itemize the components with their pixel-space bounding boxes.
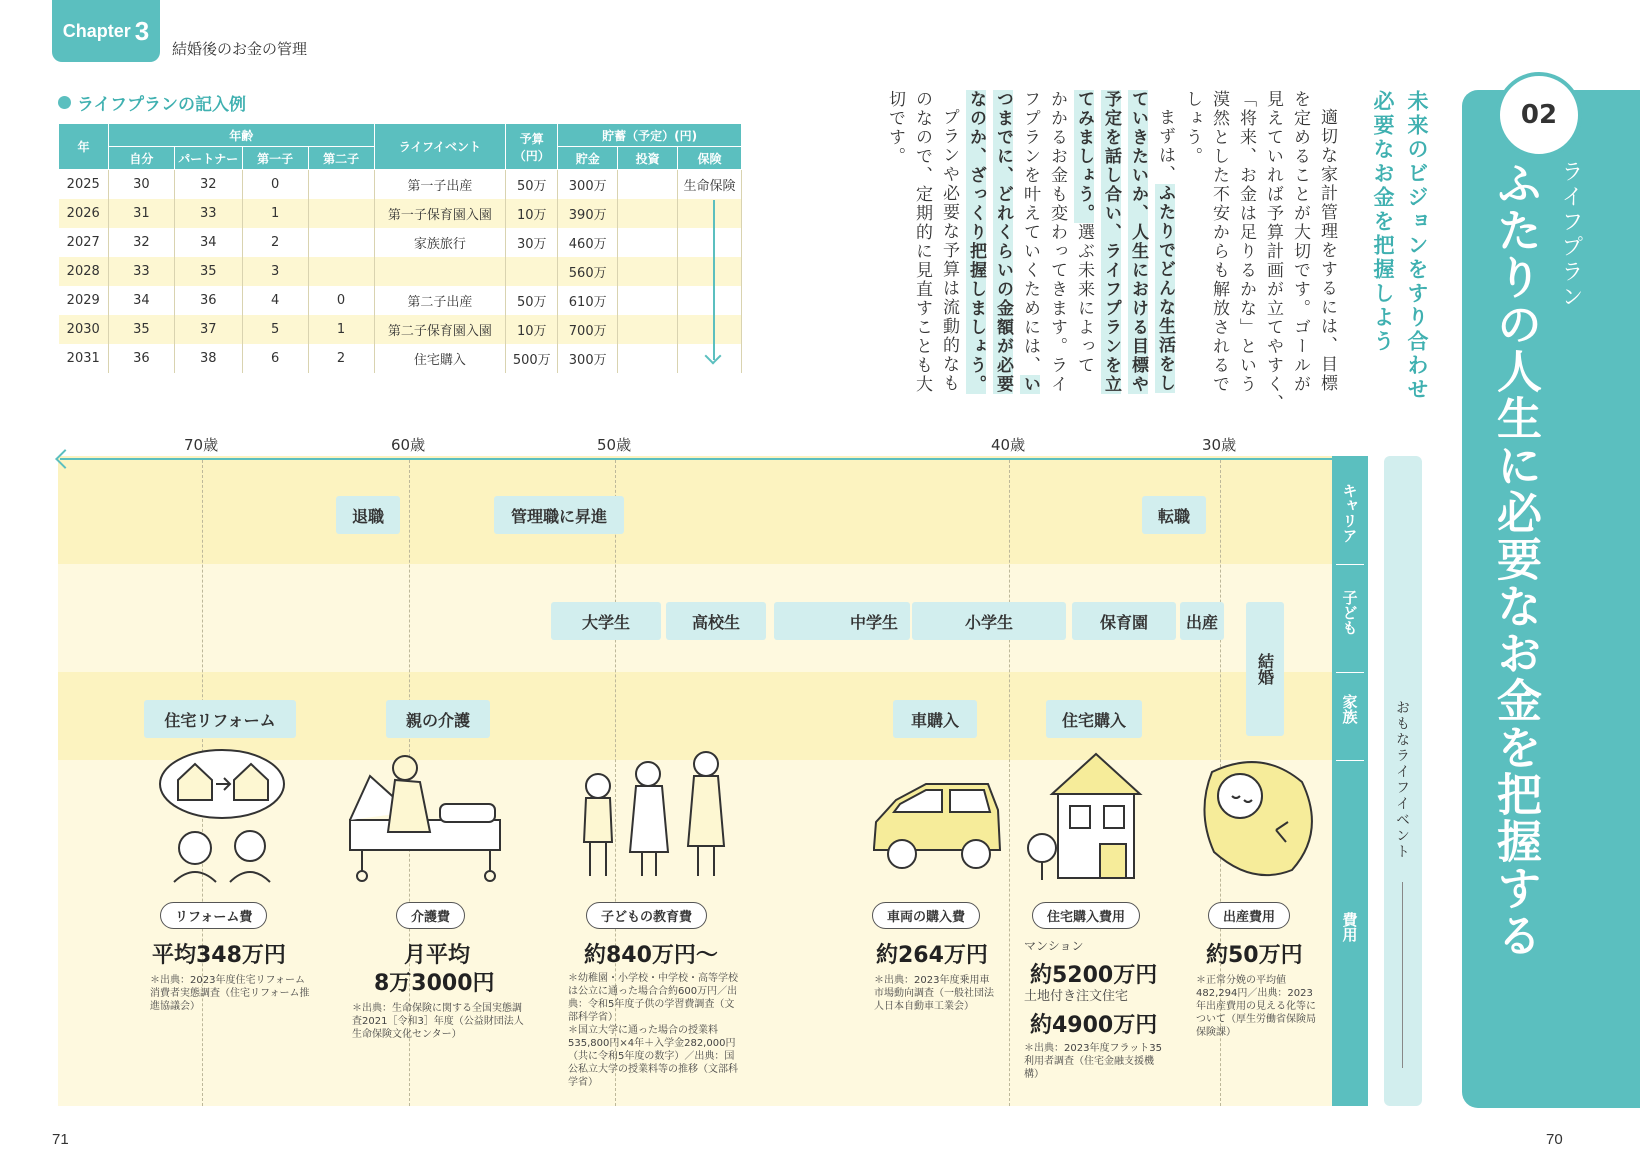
chapter-tab (52, 0, 160, 62)
table-row (59, 170, 742, 200)
body-col-12 (1016, 90, 1043, 394)
table-cell (618, 170, 678, 200)
header-child1: 第一子 (242, 147, 308, 170)
table-cell: 第二子保育園入園 (374, 315, 506, 344)
table-row (59, 286, 742, 315)
table-cell: 1 (308, 315, 374, 344)
table-cell: 32 (108, 228, 174, 257)
table-cell: 38 (174, 344, 242, 373)
cost-label-birth: 出産費用 (1208, 902, 1290, 929)
table-cell: 30 (108, 170, 174, 200)
cost-house-type-2: 土地付き注文住宅 (1024, 989, 1129, 1004)
body-col-7 (1151, 108, 1178, 393)
category-divider (1336, 672, 1364, 673)
body-col-10a: てみましょう。 (1074, 90, 1094, 223)
table-row (59, 228, 742, 257)
page-number-left: 71 (52, 1131, 69, 1148)
body-col-7a: まずは、 (1155, 108, 1175, 184)
body-col-14 (962, 90, 989, 394)
body-col-12b: い (1020, 375, 1040, 394)
table-row (59, 199, 742, 228)
stage-university: 大学生 (551, 602, 661, 640)
stage-birth: 出産 (1180, 602, 1224, 640)
cost-label-education: 子どもの教育費 (586, 902, 707, 929)
body-col-10b: 選ぶ未来によって (1074, 223, 1094, 375)
table-cell: 560万 (558, 257, 618, 286)
body-col-8 (1124, 90, 1151, 394)
table-cell: 0 (242, 170, 308, 200)
table-row (59, 344, 742, 373)
table-cell: 700万 (558, 315, 618, 344)
event-promotion: 管理職に昇進 (494, 496, 624, 534)
table-cell: 33 (108, 257, 174, 286)
age-label: 50歳 (597, 436, 632, 454)
subhead-line-2: 必要なお金を把握しよう (1371, 90, 1395, 354)
table-cell (618, 315, 678, 344)
table-cell: 2028 (59, 257, 109, 286)
body-col-2: を定めることが大切です。ゴールが (1290, 90, 1310, 394)
table-cell: 34 (174, 228, 242, 257)
table-row (59, 315, 742, 344)
table-cell: 33 (174, 199, 242, 228)
event-retirement: 退職 (336, 496, 400, 534)
header-self: 自分 (108, 147, 174, 170)
table-body (59, 170, 742, 374)
table-cell: 2029 (59, 286, 109, 315)
category-child: 子ども (1340, 590, 1359, 635)
bullet-dot-icon (58, 96, 71, 109)
age-label: 60歳 (391, 436, 426, 454)
cost-note-birth: ＊正常分娩の平均値482,294円／出典：2023年出産費用の見える化等について（厚生労働省保険局保険課） (1196, 975, 1316, 1038)
table-cell: 50万 (506, 170, 558, 200)
header-budget: 予算（円） (506, 124, 558, 170)
section-category: ライフプラン (1558, 160, 1583, 310)
table-cell: 5 (242, 315, 308, 344)
table-cell: 300万 (558, 170, 618, 200)
example-label (58, 90, 246, 115)
table-cell: 4 (242, 286, 308, 315)
table-cell: 第二子出産 (374, 286, 506, 315)
table-cell: 31 (108, 199, 174, 228)
table-cell: 30万 (506, 228, 558, 257)
table-cell: 生命保険 (678, 170, 742, 200)
event-car-purchase: 車購入 (893, 700, 977, 738)
table-cell (678, 315, 742, 344)
life-plan-table (58, 123, 742, 373)
section-title: ふたりの人生に必要なお金を把握する (1489, 160, 1542, 959)
side-divider (1402, 882, 1403, 1068)
table-cell (308, 170, 374, 200)
page-number-right: 70 (1546, 1131, 1563, 1148)
body-col-16: のなので、定期的に見直すことも大 (912, 90, 932, 394)
table-cell: 6 (242, 344, 308, 373)
table-cell (506, 257, 558, 286)
cost-value-care-2: 8万3000円 (374, 971, 495, 996)
body-col-13 (989, 90, 1016, 394)
event-house-purchase: 住宅購入 (1046, 700, 1142, 738)
table-cell: 460万 (558, 228, 618, 257)
table-cell: 500万 (506, 344, 558, 373)
house-reform-illustration-icon (150, 744, 290, 884)
table-cell: 32 (174, 170, 242, 200)
table-cell: 36 (108, 344, 174, 373)
header-partner: パートナー (174, 147, 242, 170)
table-cell (678, 199, 742, 228)
cost-note-car: ＊出典：2023年度乗用車市場動向調査（一般社団法人日本自動車工業会） (874, 975, 994, 1012)
event-parent-care: 親の介護 (386, 700, 490, 738)
section-number-badge: 02 (1496, 72, 1582, 158)
body-col-14-text: なのか、ざっくり把握しましょう。 (966, 90, 986, 394)
stage-nursery: 保育園 (1072, 602, 1176, 640)
body-col-12a: フプランを叶えていくためには、 (1020, 90, 1040, 375)
header-child2: 第二子 (308, 147, 374, 170)
table-cell: 2025 (59, 170, 109, 200)
body-col-5: 漠然とした不安からも解放されるで (1209, 90, 1229, 394)
table-cell (308, 257, 374, 286)
side-label: おもなライフイベント (1394, 700, 1410, 860)
cost-note-care: ＊出典：生命保険に関する全国実態調査2021［令和3］年度（公益財団法人生命保険文化センター） (352, 1003, 524, 1040)
cost-value-car: 約264万円 (876, 943, 988, 968)
event-job-change: 転職 (1142, 496, 1206, 534)
header-event: ライフイベント (374, 124, 506, 170)
category-divider (1336, 760, 1364, 761)
body-col-3: 見えていれば予算計画が立てやすく、 (1263, 90, 1283, 413)
header-invest: 投資 (618, 147, 678, 170)
car-illustration-icon (866, 770, 1006, 880)
table-cell (618, 257, 678, 286)
table-cell (678, 257, 742, 286)
category-divider (1336, 564, 1364, 565)
header-savings-group: 貯蓄（予定）(円) (558, 124, 742, 147)
table-cell: 家族旅行 (374, 228, 506, 257)
stage-high-school: 高校生 (666, 602, 766, 640)
table-cell: 10万 (506, 315, 558, 344)
table-cell: 3 (242, 257, 308, 286)
table-cell (678, 228, 742, 257)
cost-value-care-1: 月平均 (404, 943, 471, 968)
table-cell: 34 (108, 286, 174, 315)
table-cell: 0 (308, 286, 374, 315)
baby-illustration-icon (1192, 752, 1322, 882)
category-family: 家族 (1340, 694, 1359, 724)
body-col-15: プランや必要な予算は流動的なも (939, 108, 959, 393)
cost-label-house: 住宅購入費用 (1032, 902, 1140, 929)
event-house-reform: 住宅リフォーム (144, 700, 296, 738)
body-col-13-text: つまでに、どれくらいの金額が必要 (993, 90, 1013, 394)
category-career: キャリア (1340, 483, 1359, 543)
event-marriage: 結婚 (1246, 602, 1284, 736)
table-cell: 300万 (558, 344, 618, 373)
age-label: 30歳 (1202, 436, 1237, 454)
header-insurance: 保険 (678, 147, 742, 170)
table-cell (308, 199, 374, 228)
table-cell (618, 199, 678, 228)
header-age: 年齢 (108, 124, 374, 147)
age-label: 70歳 (184, 436, 219, 454)
cost-label-car: 車両の購入費 (872, 902, 980, 929)
body-col-17: 切です。 (885, 90, 905, 166)
table-cell: 第一子出産 (374, 170, 506, 200)
body-col-8-text: ていきたいか、人生における目標や (1128, 90, 1148, 394)
table-cell: 2 (242, 228, 308, 257)
table-cell: 610万 (558, 286, 618, 315)
table-cell (374, 257, 506, 286)
table-cell: 390万 (558, 199, 618, 228)
table-cell: 36 (174, 286, 242, 315)
cost-label-care: 介護費 (396, 902, 465, 929)
table-cell: 2 (308, 344, 374, 373)
table-cell: 2031 (59, 344, 109, 373)
cost-note-education-1: ＊幼稚園・小学校・中学校・高等学校は公立に通った場合合約600万円／出典：令和5年度子供の学習費調査（文部科学省） (568, 973, 738, 1023)
cost-value-house-2: 約4900万円 (1030, 1013, 1158, 1038)
cost-note-reform: ＊出典：2023年度住宅リフォーム消費者実態調査（住宅リフォーム推進協議会） (150, 975, 310, 1012)
table-cell (618, 286, 678, 315)
table-row (59, 257, 742, 286)
table-cell (678, 286, 742, 315)
table-cell: 10万 (506, 199, 558, 228)
body-col-1: 適切な家計管理をするには、目標 (1317, 108, 1337, 393)
chapter-word: Chapter (62, 20, 131, 41)
example-label-text: ライフプランの記入例 (77, 95, 246, 115)
category-cost: 費用 (1340, 912, 1359, 942)
body-col-7b: ふたりでどんな生活をし (1155, 184, 1175, 393)
cost-label-reform: リフォーム費 (160, 902, 267, 929)
insurance-continue-arrow-icon (713, 200, 715, 360)
age-label: 40歳 (991, 436, 1026, 454)
table-cell (308, 228, 374, 257)
body-col-9-text: 予定を話し合い、ライフプランを立 (1101, 90, 1121, 394)
stage-junior-high: 中学生 (774, 602, 910, 640)
age-gridline (1009, 460, 1010, 1106)
table-cell: 1 (242, 199, 308, 228)
cost-value-house-1: 約5200万円 (1030, 963, 1158, 988)
table-cell: 第一子保育園入園 (374, 199, 506, 228)
cost-value-education: 約840万円〜 (584, 943, 718, 968)
chapter-title: 結婚後のお金の管理 (172, 40, 308, 58)
timeline-axis (60, 458, 1368, 460)
table-cell: 35 (174, 257, 242, 286)
table-cell: 2026 (59, 199, 109, 228)
cost-value-reform: 平均348万円 (152, 943, 286, 968)
table-cell: 2030 (59, 315, 109, 344)
body-col-4: 「将来、お金は足りるかな」という (1236, 90, 1256, 394)
body-col-9 (1097, 90, 1124, 394)
table-cell: 35 (108, 315, 174, 344)
body-col-6: しょう。 (1182, 90, 1202, 166)
cost-house-type-1: マンション (1024, 939, 1084, 953)
table-cell: 37 (174, 315, 242, 344)
house-illustration-icon (1026, 748, 1166, 884)
cost-note-education-2: ＊国立大学に通った場合の授業料535,800円×4年＋入学金282,000円（共に令和5年度の数字）／出典：国公私立大学の授業料等の推移（文部科学省） (568, 1025, 738, 1088)
children-students-illustration-icon (570, 746, 740, 886)
chapter-number: 3 (134, 15, 150, 46)
table-cell (618, 344, 678, 373)
table-cell: 住宅購入 (374, 344, 506, 373)
subhead-line-1: 未来のビジョンをすり合わせ (1405, 90, 1429, 402)
header-savings: 貯金 (558, 147, 618, 170)
body-col-11: かかるお金も変わってきます。ライ (1047, 90, 1067, 394)
parent-care-illustration-icon (340, 752, 510, 887)
header-year: 年 (59, 124, 109, 170)
body-col-10 (1070, 90, 1097, 375)
table-cell: 2027 (59, 228, 109, 257)
table-cell (618, 228, 678, 257)
cost-value-birth: 約50万円 (1206, 943, 1303, 968)
cost-note-house: ＊出典：2023年度フラット35利用者調査（住宅金融支援機構） (1024, 1043, 1162, 1080)
category-bar (1332, 456, 1368, 1106)
table-cell: 50万 (506, 286, 558, 315)
stage-elementary: 小学生 (912, 602, 1066, 640)
